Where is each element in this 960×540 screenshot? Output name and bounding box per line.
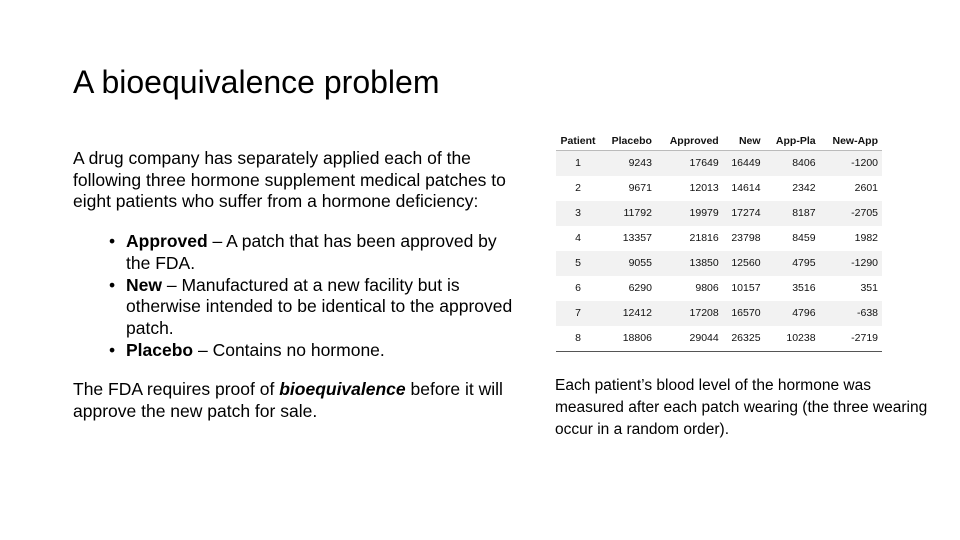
measurement-note: Each patient’s blood level of the hormone was measured after each patch wearing (the three wearing occur in a random order). (555, 377, 928, 438)
slide-title: A bioequivalence problem (73, 64, 440, 100)
table-cell: 8187 (765, 201, 820, 226)
table-cell: 8 (556, 326, 600, 352)
bullet-term: Placebo (126, 339, 194, 360)
hormone-table-container (556, 132, 882, 352)
table-cell: 1 (556, 151, 600, 177)
table-cell: -1290 (820, 251, 882, 276)
bullet-text: – Contains no hormone. (193, 339, 385, 360)
table-row (556, 226, 882, 251)
table-cell: 9055 (600, 251, 656, 276)
table-cell: 17274 (723, 201, 765, 226)
list-item-approved (109, 231, 523, 274)
table-cell: -1200 (820, 151, 882, 177)
table-row (556, 201, 882, 226)
table-cell: -2705 (820, 201, 882, 226)
table-cell: 13850 (656, 251, 723, 276)
bullet-term: New (126, 274, 162, 295)
list-item-new (109, 274, 523, 340)
table-cell: 2601 (854, 182, 878, 194)
bullet-icon: • (109, 339, 116, 360)
bioequivalence-emphasis: bioequivalence (279, 379, 406, 400)
table-cell: 4795 (765, 251, 820, 276)
table-cell: 12412 (600, 301, 656, 326)
table-cell: 12013 (689, 182, 719, 194)
left-text-column (73, 148, 523, 423)
bullet-text: – Manufactured at a new facility but is otherwise intended to be identical to the approved patch. (126, 274, 513, 338)
table-cell: 1982 (854, 232, 878, 244)
column-header: Approved (656, 132, 723, 151)
table-cell: 5 (556, 251, 600, 276)
table-cell: 9671 (628, 182, 652, 194)
table-cell: 6290 (628, 282, 652, 294)
fda-text-after: before it will approve the new patch for sale. (73, 379, 503, 422)
column-header: Placebo (600, 132, 656, 151)
table-cell: 14614 (731, 182, 761, 194)
column-header: New (723, 132, 765, 151)
table-cell: 9806 (695, 282, 719, 294)
table-row (556, 151, 882, 177)
table-cell: -638 (820, 301, 882, 326)
bullet-icon: • (109, 231, 116, 252)
table-cell: 7 (556, 301, 600, 326)
table-cell: 13357 (622, 232, 652, 244)
column-header: New-App (820, 132, 882, 151)
table-cell: -2719 (820, 326, 882, 352)
table-cell: 8406 (765, 151, 820, 177)
table-row (556, 326, 882, 352)
fda-text-before: The FDA requires proof of (73, 379, 280, 400)
table-row (556, 301, 882, 326)
table-row (556, 176, 882, 201)
intro-paragraph: A drug company has separately applied each of the following three hormone supplement medical patches to eight patients who suffer from a hormone deficiency: (73, 148, 506, 212)
table-cell: 16570 (723, 301, 765, 326)
table-cell: 21816 (689, 232, 719, 244)
table-cell: 19979 (656, 201, 723, 226)
bullet-icon: • (109, 274, 116, 295)
list-item-placebo (109, 339, 523, 362)
table-cell: 2342 (792, 182, 816, 194)
table-cell: 16449 (723, 151, 765, 177)
bullet-text: – A patch that has been approved by the FDA. (126, 231, 497, 273)
table-cell: 9243 (600, 151, 656, 177)
table-cell: 3 (556, 201, 600, 226)
table-cell: 18806 (600, 326, 656, 352)
patch-list (73, 231, 523, 361)
column-header: App-Pla (765, 132, 820, 151)
table-cell: 12560 (723, 251, 765, 276)
table-cell: 10238 (765, 326, 820, 352)
table-cell: 351 (860, 282, 878, 294)
table-row (556, 276, 882, 301)
table-cell: 23798 (731, 232, 761, 244)
column-header: Patient (556, 132, 600, 151)
table-row (556, 251, 882, 276)
table-header-row (556, 132, 882, 151)
table-cell: 17649 (656, 151, 723, 177)
table-cell: 17208 (656, 301, 723, 326)
fda-paragraph (73, 379, 523, 422)
table-cell: 4 (575, 232, 581, 244)
table-cell: 6 (575, 282, 581, 294)
table-cell: 10157 (731, 282, 761, 294)
table-cell: 26325 (723, 326, 765, 352)
table-cell: 29044 (656, 326, 723, 352)
table-cell: 11792 (600, 201, 656, 226)
table-cell: 2 (575, 182, 581, 194)
table-cell: 8459 (792, 232, 816, 244)
table-cell: 4796 (765, 301, 820, 326)
hormone-level-table (556, 132, 882, 352)
table-cell: 3516 (792, 282, 816, 294)
bullet-term: Approved (126, 231, 208, 252)
